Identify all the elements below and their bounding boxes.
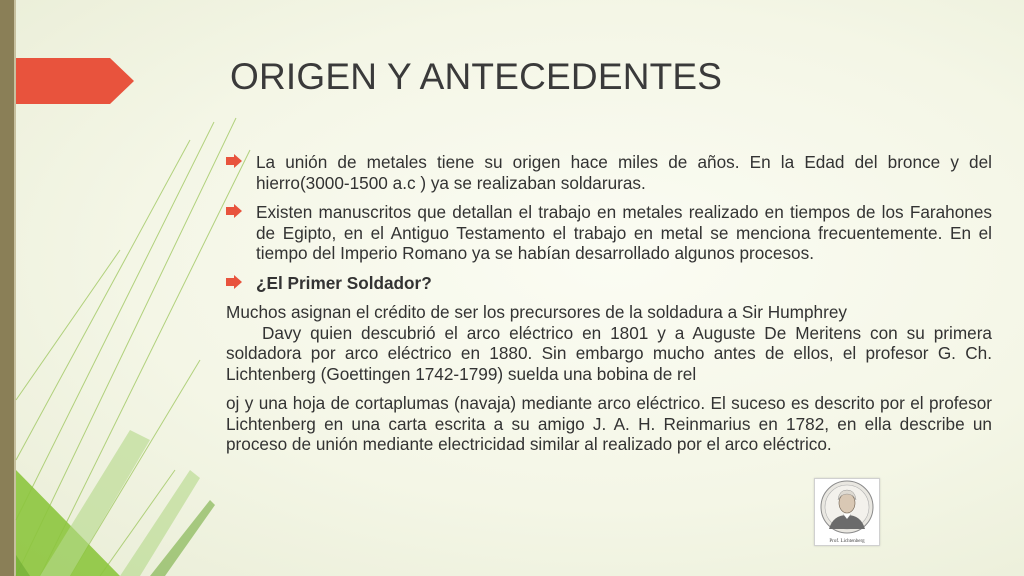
bullet-item	[226, 273, 992, 294]
portrait-caption: Prof. Lichtenberg	[829, 539, 865, 544]
arrow-bullet-icon	[226, 204, 242, 218]
paragraph-continuation: Davy quien descubrió el arco eléctrico en 1801 y a Auguste De Meritens con su primera soldadora por arco eléctrico en 1880. Sin embargo mucho antes de ellos, el profesor G. Ch. Lichtenberg (Goettingen 1742-1799) suelda una bobina de rel	[226, 322, 992, 384]
paragraph-text: oj y una hoja de cortaplumas (navaja) mediante arco eléctrico. El suceso es descrito por el profesor Lichtenberg en una carta escrita a su amigo J. A. H. Reinmarius en 1782, en ella describe un proceso de unión mediante electricidad similar al realizado por el arco eléctrico.	[226, 393, 992, 454]
portrait-drawing	[815, 479, 879, 537]
arrow-bullet-icon	[226, 154, 242, 168]
portrait-image	[814, 478, 880, 546]
bullet-item	[226, 202, 992, 264]
slide-content	[226, 152, 992, 464]
slide-title: ORIGEN Y ANTECEDENTES	[230, 56, 723, 97]
bullet-text: La unión de metales tiene su origen hace miles de años. En la Edad del bronce y del hierro(3000-1500 a.c ) ya se realizaban soldaruras.	[256, 152, 992, 193]
arrow-bullet-icon	[226, 275, 242, 289]
paragraph-first-line: Muchos asignan el crédito de ser los precursores de la soldadura a Sir Humphrey	[226, 302, 847, 322]
bullet-text: Existen manuscritos que detallan el trabajo en metales realizado en tiempos de los Farahones de Egipto, en el Antiguo Testamento el trabajo en metal se menciona frecuentemente. En el tiempo del Imperio Romano ya se habían desarrollado algunos procesos.	[256, 202, 992, 263]
body-paragraph	[226, 302, 992, 384]
title-arrow-shape	[0, 58, 134, 104]
bullet-heading: ¿El Primer Soldador?	[256, 272, 432, 293]
body-paragraph	[226, 393, 992, 455]
bullet-item	[226, 152, 992, 193]
